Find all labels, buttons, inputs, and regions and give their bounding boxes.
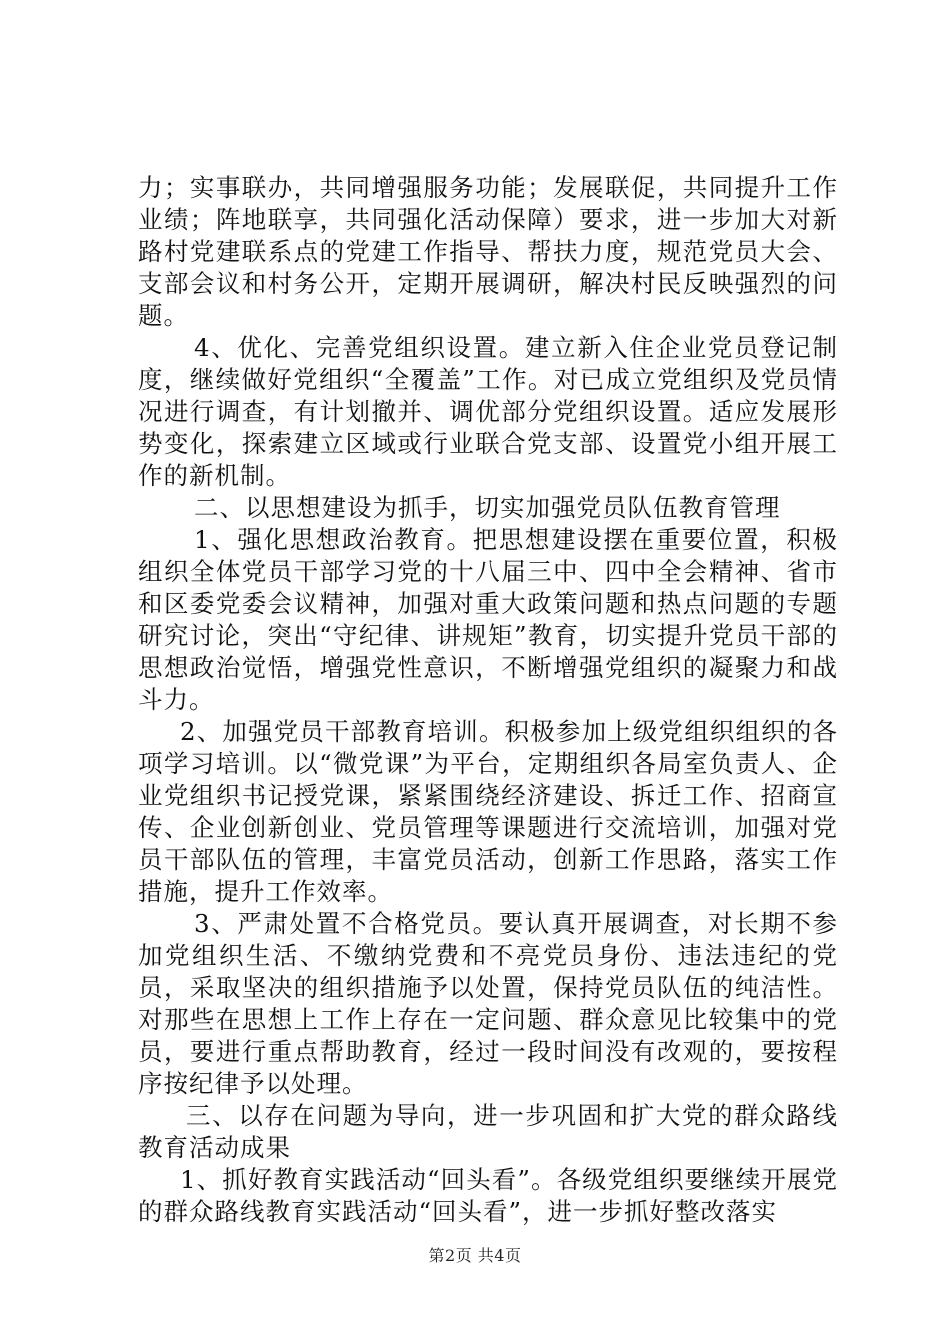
- paragraph-item-1-section-3: 1、抓好教育实践活动“回头看”。各级党组织要继续开展党的群众路线教育实践活动“回头看”，进一步抓好整改落实: [138, 1165, 838, 1226]
- paragraph-item-4: 4、优化、完善党组织设置。建立新入住企业党员登记制度，继续做好党组织“全覆盖”工作。对已成立党组织及党员情况进行调查，有计划撤并、调优部分党组织设置。适应发展形势变化，探索建立区域或行业联合党支部、设置党小组开展工作的新机制。: [138, 333, 838, 490]
- section-heading-2: 二、以思想建设为抓手，切实加强党员队伍教育管理: [194, 493, 781, 522]
- paragraph-item-3: 3、严肃处置不合格党员。要认真开展调查，对长期不参加党组织生活、不缴纳党费和不亮党员身份、违法违纪的党员，采取坚决的组织措施予以处置，保持党员队伍的纯洁性。对那些在思想上工作上存在一定问题、群众意见比较集中的党员，要进行重点帮助教育，经过一段时间没有改观的，要按程序按纪律予以处理。: [138, 909, 838, 1098]
- page-footer: [0, 1243, 950, 1266]
- paragraph-item-1: 1、强化思想政治教育。把思想建设摆在重要位置，积极组织全体党员干部学习党的十八届三中、四中全会精神、省市和区委党委会议精神，加强对重大政策问题和热点问题的专题研究讨论，突出“守纪律、讲规矩”教育，切实提升党员干部的思想政治觉悟，增强党性意识，不断增强党组织的凝聚力和战斗力。: [138, 525, 838, 714]
- page-number: 第2页 共4页: [428, 1246, 522, 1265]
- paragraph-continuation: 力；实事联办，共同增强服务功能；发展联促，共同提升工作业绩；阵地联享，共同强化活动保障）要求，进一步加大对新路村党建联系点的党建工作指导、帮扶力度，规范党员大会、支部会议和村务公开，定期开展调研，解决村民反映强烈的问题。: [138, 173, 838, 330]
- paragraph-item-2: 2、加强党员干部教育培训。积极参加上级党组织组织的各项学习培训。以“微党课”为平台，定期组织各局室负责人、企业党组织书记授党课，紧紧围绕经济建设、拆迁工作、招商宣传、企业创新创业、党员管理等课题进行交流培训，加强对党员干部队伍的管理，丰富党员活动，创新工作思路，落实工作措施，提升工作效率。: [138, 717, 838, 906]
- document-body: [138, 172, 838, 1228]
- section-heading-3: 三、以存在问题为导向，进一步巩固和扩大党的群众路线教育活动成果: [138, 1101, 838, 1162]
